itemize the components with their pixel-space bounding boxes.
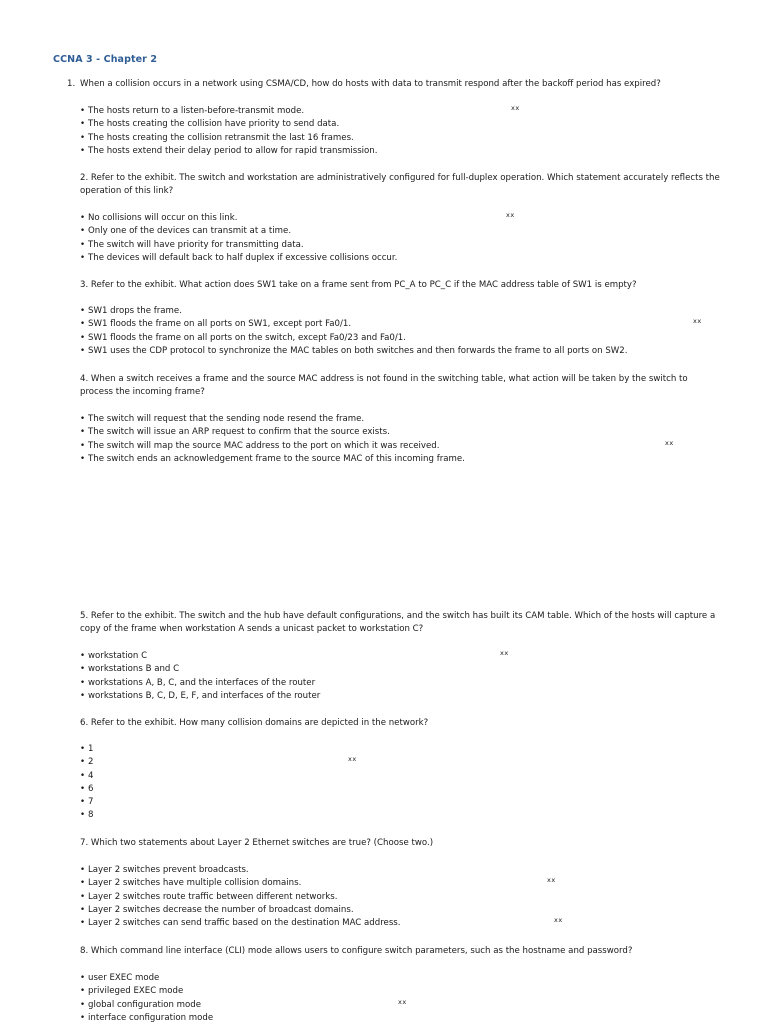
bullet: • (80, 999, 86, 1010)
bullet: • (80, 891, 86, 902)
bullet: • (80, 797, 86, 808)
question-3-answers (80, 305, 740, 358)
answer-text: privileged EXEC mode (88, 986, 184, 997)
answer-item (80, 332, 740, 345)
question-1-prompt (67, 78, 727, 91)
bullet: • (80, 770, 86, 781)
question-6-prompt: 6. Refer to the exhibit. How many collision domains are depicted in the network? (80, 718, 429, 728)
question-2-prompt: 2. Refer to the exhibit. The switch and workstation are administratively configured for full-duplex operation. Which statement accurately reflects the operation of this link? (80, 173, 720, 196)
question-5-answers (80, 650, 740, 703)
question-4-answers (80, 413, 740, 466)
answer-item (80, 650, 740, 663)
answer-text: 7 (88, 797, 94, 808)
bullet: • (80, 453, 86, 464)
bullet: • (80, 810, 86, 821)
correct-answer-mark: xx (506, 211, 515, 219)
bullet: • (80, 145, 86, 156)
bullet: • (80, 319, 86, 330)
correct-answer-mark: xx (693, 317, 702, 326)
question-6-answers (80, 743, 740, 823)
bullet: • (80, 865, 86, 875)
question-8-answers (80, 972, 740, 1025)
correct-answer-mark: xx (398, 997, 407, 1006)
question-7-answers (80, 864, 740, 930)
bullet: • (80, 904, 86, 915)
answer-item (80, 756, 740, 769)
answer-item (80, 225, 740, 238)
bullet: • (80, 664, 86, 675)
bullet: • (80, 226, 86, 237)
document-title: CCNA 3 - Chapter 2 (53, 54, 158, 65)
answer-text: 1 (88, 744, 94, 754)
answer-text: Layer 2 switches decrease the number of broadcast domains. (88, 904, 354, 915)
answer-text: workstations B, C, D, E, F, and interfaces of the router (88, 690, 321, 701)
answer-text: The hosts creating the collision retransmit the last 16 frames. (88, 132, 354, 143)
answer-text: 4 (88, 770, 94, 781)
bullet: • (80, 878, 86, 889)
bullet: • (80, 252, 86, 263)
answer-text: workstations A, B, C, and the interfaces of the router (88, 677, 316, 688)
question-2-answers (80, 212, 740, 265)
answer-item (80, 105, 740, 118)
answer-text: No collisions will occur on this link. (88, 213, 238, 223)
answer-text: SW1 floods the frame on all ports on the switch, except Fa0/23 and Fa0/1. (88, 332, 406, 343)
bullet: • (80, 757, 86, 768)
answer-item (80, 252, 740, 265)
bullet: • (80, 345, 86, 356)
answer-text: 2 (88, 757, 94, 768)
answer-item (80, 212, 740, 225)
answer-item (80, 891, 740, 904)
bullet: • (80, 132, 86, 143)
answer-item (80, 1012, 740, 1025)
answer-item (80, 145, 740, 158)
answer-text: 6 (88, 783, 94, 794)
answer-text: SW1 uses the CDP protocol to synchronize the MAC tables on both switches and then forwards the frame to all ports on SW2. (88, 345, 628, 356)
bullet: • (80, 744, 86, 754)
answer-text: The hosts return to a listen-before-transmit mode. (88, 106, 305, 116)
answer-text: The switch will issue an ARP request to confirm that the source exists. (88, 427, 390, 438)
answer-item (80, 453, 740, 466)
bullet: • (80, 119, 86, 130)
bullet: • (80, 677, 86, 688)
answer-text: workstations B and C (88, 664, 180, 675)
answer-text: SW1 floods the frame on all ports on SW1, except port Fa0/1. (88, 319, 352, 330)
answer-item (80, 132, 740, 145)
answer-item (80, 877, 740, 890)
answer-item (80, 677, 740, 690)
answer-item (80, 917, 740, 930)
question-3-prompt: 3. Refer to the exhibit. What action does SW1 take on a frame sent from PC_A to PC_C if the MAC address table of SW1 is empty? (80, 280, 637, 290)
correct-answer-mark: xx (348, 755, 357, 764)
correct-answer-mark: xx (500, 649, 509, 657)
answer-item (80, 413, 740, 426)
answer-text: global configuration mode (88, 999, 202, 1010)
bullet: • (80, 427, 86, 438)
answer-text: Layer 2 switches route traffic between different networks. (88, 891, 338, 902)
answer-text: 8 (88, 810, 94, 821)
answer-item (80, 783, 740, 796)
answer-text: interface configuration mode (88, 1012, 214, 1023)
bullet: • (80, 239, 86, 250)
answer-text: The switch will request that the sending node resend the frame. (88, 414, 365, 424)
bullet: • (80, 651, 86, 661)
answer-item (80, 985, 740, 998)
answer-item (80, 770, 740, 783)
answer-item (80, 690, 740, 703)
answer-item (80, 345, 740, 358)
bullet: • (80, 986, 86, 997)
answer-item (80, 663, 740, 676)
answer-item (80, 743, 740, 756)
answer-text: The hosts creating the collision have priority to send data. (88, 119, 340, 130)
bullet: • (80, 106, 86, 116)
answer-item (80, 972, 740, 985)
answer-item (80, 426, 740, 439)
answer-text: Layer 2 switches have multiple collision domains. (88, 878, 302, 889)
bullet: • (80, 1012, 86, 1023)
correct-answer-mark: xx (547, 876, 556, 885)
bullet: • (80, 973, 86, 983)
answer-text: SW1 drops the frame. (88, 306, 182, 316)
answer-text: The hosts extend their delay period to allow for rapid transmission. (88, 145, 378, 156)
question-1-text: When a collision occurs in a network using CSMA/CD, how do hosts with data to transmit respond after the backoff period has expired? (80, 79, 661, 89)
answer-text: The devices will default back to half duplex if excessive collisions occur. (88, 252, 398, 263)
answer-text: Only one of the devices can transmit at a time. (88, 226, 292, 237)
answer-item (80, 999, 740, 1012)
bullet: • (80, 332, 86, 343)
question-8-prompt: 8. Which command line interface (CLI) mode allows users to configure switch parameters, such as the hostname and password? (80, 946, 633, 956)
question-1-number: 1. (67, 79, 76, 89)
answer-item (80, 318, 740, 331)
question-7-prompt: 7. Which two statements about Layer 2 Ethernet switches are true? (Choose two.) (80, 838, 434, 848)
question-4-prompt: 4. When a switch receives a frame and the source MAC address is not found in the switching table, what action will be taken by the switch to process the incoming frame? (80, 374, 688, 397)
question-5-prompt: 5. Refer to the exhibit. The switch and the hub have default configurations, and the switch has built its CAM table. Which of the hosts will capture a copy of the frame when workstation A sends a unicast packet to workstation C? (80, 611, 716, 634)
answer-item (80, 809, 740, 822)
answer-text: The switch ends an acknowledgement frame to the source MAC of this incoming frame. (88, 453, 465, 464)
answer-text: Layer 2 switches can send traffic based on the destination MAC address. (88, 918, 401, 929)
answer-text: The switch will map the source MAC address to the port on which it was received. (88, 440, 440, 451)
bullet: • (80, 213, 86, 223)
answer-item (80, 864, 740, 877)
bullet: • (80, 783, 86, 794)
correct-answer-mark: xx (511, 104, 520, 112)
answer-item (80, 239, 740, 252)
answer-item (80, 118, 740, 131)
question-1-answers (80, 105, 740, 158)
answer-text: Layer 2 switches prevent broadcasts. (88, 865, 249, 875)
correct-answer-mark: xx (554, 916, 563, 925)
answer-item (80, 904, 740, 917)
answer-item (80, 305, 740, 318)
bullet: • (80, 440, 86, 451)
correct-answer-mark: xx (665, 438, 674, 447)
bullet: • (80, 306, 86, 316)
answer-text: workstation C (88, 651, 148, 661)
answer-text: The switch will have priority for transmitting data. (88, 239, 304, 250)
bullet: • (80, 414, 86, 424)
bullet: • (80, 690, 86, 701)
answer-item (80, 440, 740, 453)
answer-text: user EXEC mode (88, 973, 160, 983)
bullet: • (80, 918, 86, 929)
answer-item (80, 796, 740, 809)
